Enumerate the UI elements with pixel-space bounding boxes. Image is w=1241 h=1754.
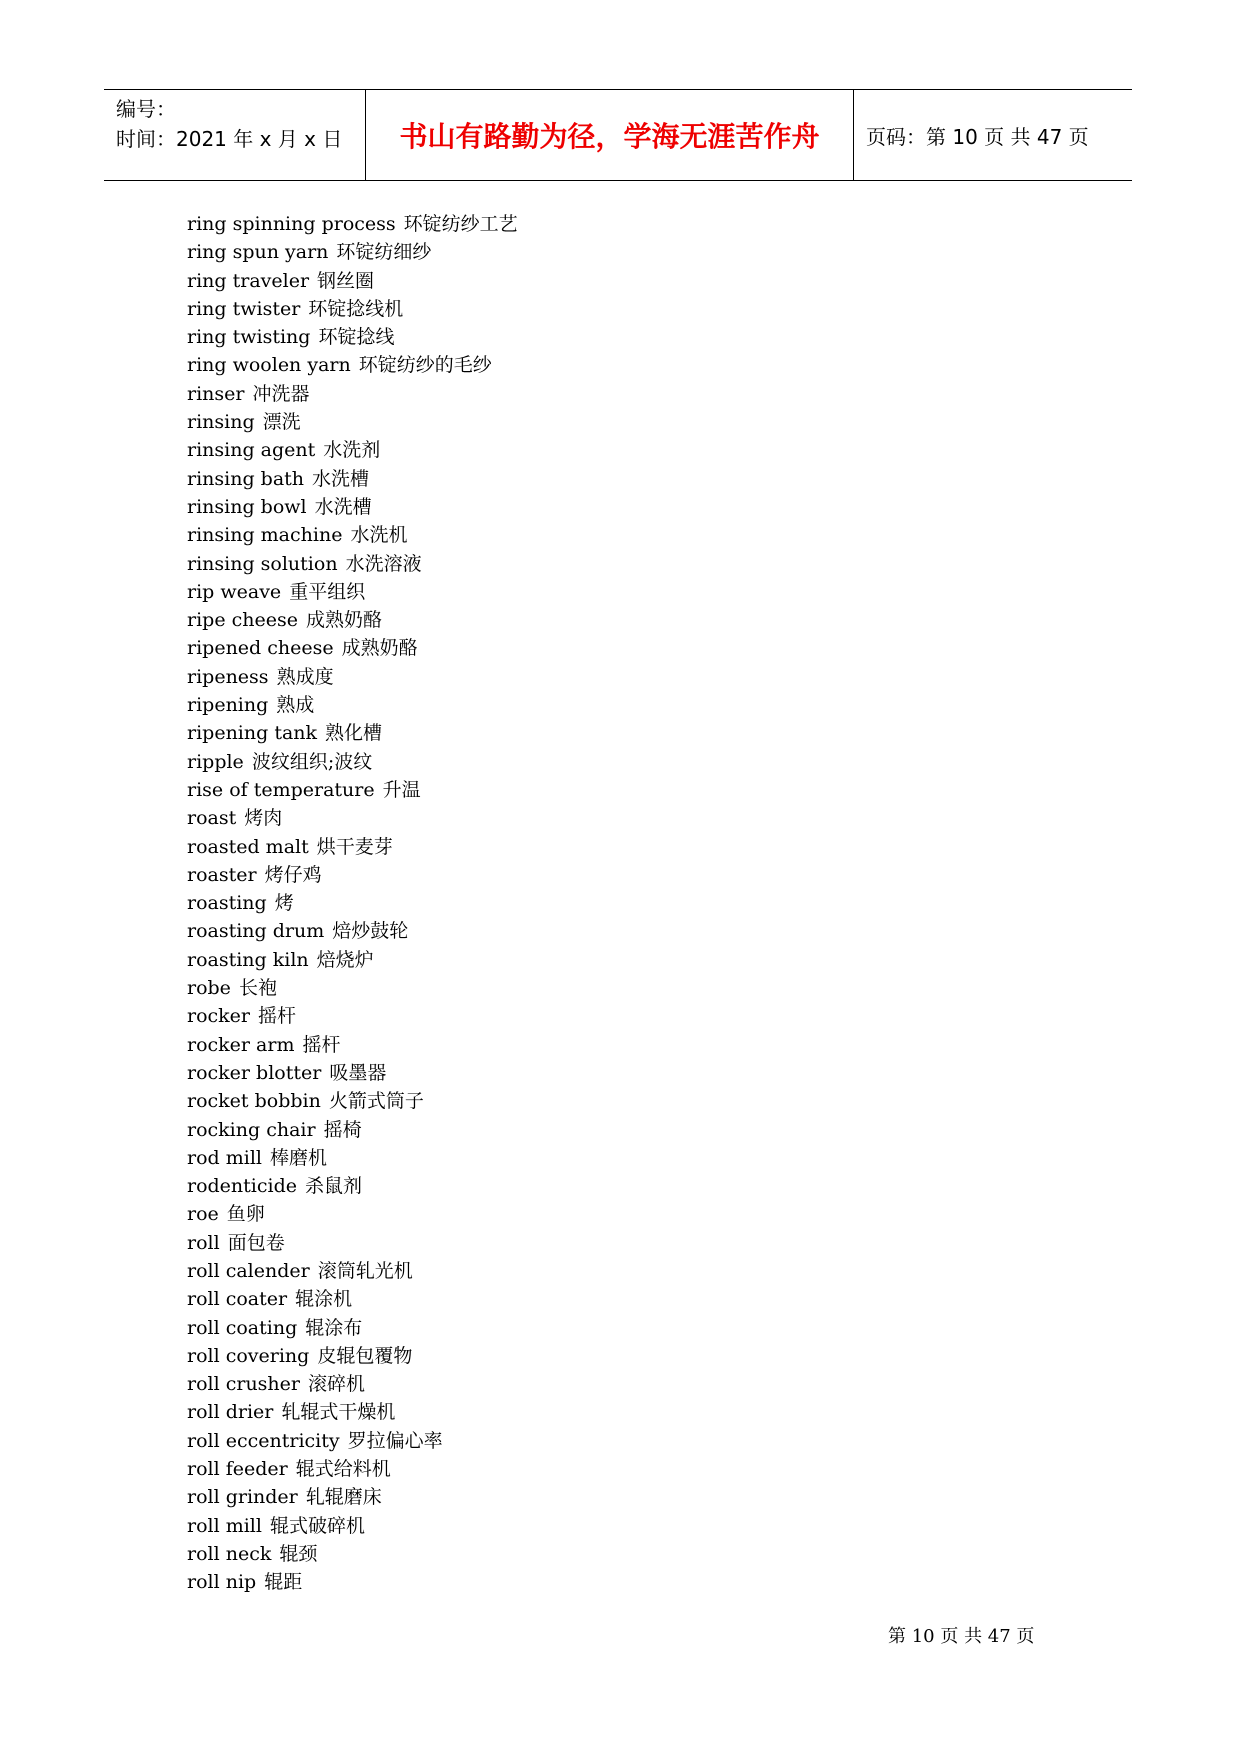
glossary-entry <box>187 1285 518 1313</box>
glossary-entry <box>187 295 518 323</box>
entry-term-zh: 环锭纺纱工艺 <box>403 213 518 235</box>
entry-term-zh: 钢丝圈 <box>317 269 375 292</box>
entry-term-en: ripple <box>187 750 244 773</box>
entry-term-zh: 摇杆 <box>258 1005 297 1028</box>
entry-term-zh: 轧辊磨床 <box>305 1486 382 1509</box>
glossary-entry <box>187 408 518 436</box>
entry-term-en: rinsing agent <box>187 439 316 462</box>
entry-term-zh: 水洗剂 <box>323 439 381 462</box>
entry-term-zh: 滚筒轧光机 <box>317 1259 413 1282</box>
entry-term-zh: 漂洗 <box>262 411 301 434</box>
entry-term-en: ring woolen yarn <box>187 354 351 377</box>
entry-term-en: robe <box>187 977 231 1000</box>
entry-term-en: ring twister <box>187 297 301 320</box>
glossary-entry <box>187 267 518 295</box>
entry-term-en: ring traveler <box>187 269 310 292</box>
header-page-cell <box>854 90 1132 180</box>
number-label: 编号： <box>116 97 176 121</box>
glossary-entry <box>187 1568 518 1596</box>
glossary-entry <box>187 691 518 719</box>
glossary-entry <box>187 521 518 549</box>
glossary-entry <box>187 889 518 917</box>
glossary-list <box>187 210 518 1597</box>
entry-term-en: rinser <box>187 382 245 405</box>
entry-term-zh: 成熟奶酪 <box>305 609 382 632</box>
entry-term-zh: 水洗溶液 <box>345 552 422 575</box>
entry-term-en: rinsing bowl <box>187 495 307 518</box>
glossary-entry <box>187 1002 518 1030</box>
glossary-entry <box>187 917 518 945</box>
entry-term-zh: 水洗槽 <box>314 495 372 518</box>
entry-term-en: rinsing solution <box>187 552 338 575</box>
entry-term-en: ripeness <box>187 665 269 688</box>
entry-term-en: rocker arm <box>187 1033 295 1056</box>
entry-term-en: roll grinder <box>187 1486 298 1509</box>
glossary-entry <box>187 465 518 493</box>
glossary-entry <box>187 1087 518 1115</box>
entry-term-en: roasting <box>187 892 267 915</box>
glossary-entry <box>187 550 518 578</box>
entry-term-zh: 烤肉 <box>244 807 283 830</box>
entry-term-zh: 焙炒鼓轮 <box>332 920 409 943</box>
glossary-entry <box>187 804 518 832</box>
glossary-entry <box>187 1342 518 1370</box>
entry-term-en: ripe cheese <box>187 609 298 632</box>
entry-term-zh: 辊涂布 <box>305 1316 363 1339</box>
entry-term-en: ripening <box>187 694 269 717</box>
entry-term-en: rocking chair <box>187 1118 316 1141</box>
page-footer: 第 10 页 共 47 页 <box>888 1626 1035 1647</box>
entry-term-en: rise of temperature <box>187 778 375 801</box>
glossary-entry <box>187 1031 518 1059</box>
glossary-entry <box>187 861 518 889</box>
entry-term-zh: 辊颈 <box>279 1542 318 1565</box>
entry-term-en: ring spun yarn <box>187 241 329 264</box>
entry-term-en: roll nip <box>187 1571 257 1594</box>
page-code: 页码：第 10 页 共 47 页 <box>866 124 1089 149</box>
entry-term-zh: 环锭纺纱的毛纱 <box>358 354 492 377</box>
entry-term-en: ring spinning process <box>187 213 396 235</box>
entry-term-zh: 熟成度 <box>276 665 334 688</box>
glossary-entry <box>187 323 518 351</box>
entry-term-en: roll coating <box>187 1316 298 1339</box>
entry-term-zh: 熟化槽 <box>325 722 383 745</box>
entry-term-en: rip weave <box>187 580 282 603</box>
entry-term-en: roaster <box>187 863 257 886</box>
entry-term-zh: 辊式给料机 <box>295 1458 391 1481</box>
glossary-entry <box>187 1314 518 1342</box>
entry-term-zh: 吸墨器 <box>329 1061 387 1084</box>
entry-term-zh: 波纹组织;波纹 <box>251 750 373 773</box>
glossary-entry <box>187 1257 518 1285</box>
entry-term-zh: 皮辊包覆物 <box>317 1344 413 1367</box>
entry-term-en: rinsing bath <box>187 467 305 490</box>
glossary-entry <box>187 436 518 464</box>
glossary-entry <box>187 1512 518 1540</box>
glossary-entry <box>187 1427 518 1455</box>
glossary-entry <box>187 1483 518 1511</box>
glossary-entry <box>187 1059 518 1087</box>
entry-term-en: roll covering <box>187 1344 310 1367</box>
entry-term-en: rodenticide <box>187 1175 298 1198</box>
entry-term-zh: 轧辊式干燥机 <box>281 1401 396 1424</box>
glossary-entry <box>187 663 518 691</box>
entry-term-zh: 辊涂机 <box>295 1288 353 1311</box>
glossary-entry <box>187 578 518 606</box>
entry-term-zh: 重平组织 <box>289 580 366 603</box>
entry-term-en: roll mill <box>187 1514 262 1537</box>
entry-term-zh: 摇杆 <box>302 1033 341 1056</box>
entry-term-en: roe <box>187 1203 219 1226</box>
entry-term-zh: 升温 <box>382 778 421 801</box>
entry-term-en: rocket bobbin <box>187 1090 321 1113</box>
entry-term-en: roasting drum <box>187 920 325 943</box>
page-header <box>104 89 1132 181</box>
entry-term-zh: 摇椅 <box>323 1118 362 1141</box>
entry-term-en: roasting kiln <box>187 948 309 971</box>
entry-term-en: roll drier <box>187 1401 274 1424</box>
entry-term-en: roast <box>187 807 237 830</box>
entry-term-zh: 棒磨机 <box>269 1146 327 1169</box>
glossary-entry <box>187 1398 518 1426</box>
entry-term-en: ring twisting <box>187 326 311 349</box>
entry-term-en: roll crusher <box>187 1373 300 1396</box>
entry-term-en: roasted malt <box>187 835 309 858</box>
entry-term-zh: 环锭纺细纱 <box>336 241 432 264</box>
glossary-entry <box>187 833 518 861</box>
entry-term-zh: 烤 <box>274 892 294 915</box>
glossary-entry <box>187 493 518 521</box>
time-label: 时间：2021 年 x 月 x 日 <box>116 127 343 151</box>
glossary-entry <box>187 1540 518 1568</box>
glossary-entry <box>187 380 518 408</box>
glossary-entry <box>187 351 518 379</box>
entry-term-en: rinsing <box>187 411 255 434</box>
entry-term-en: roll feeder <box>187 1458 288 1481</box>
entry-term-zh: 辊式破碎机 <box>269 1514 365 1537</box>
entry-term-zh: 烘干麦芽 <box>316 835 393 858</box>
entry-term-zh: 烤仔鸡 <box>264 863 322 886</box>
glossary-entry <box>187 238 518 266</box>
glossary-entry <box>187 1116 518 1144</box>
glossary-entry <box>187 1144 518 1172</box>
glossary-entry <box>187 1455 518 1483</box>
entry-term-en: rinsing machine <box>187 524 343 547</box>
entry-term-zh: 滚碎机 <box>308 1373 366 1396</box>
glossary-entry <box>187 946 518 974</box>
glossary-entry <box>187 1172 518 1200</box>
entry-term-zh: 成熟奶酪 <box>341 637 418 660</box>
glossary-entry <box>187 634 518 662</box>
header-meta <box>104 90 366 180</box>
entry-term-zh: 环锭捻线 <box>318 326 395 349</box>
glossary-entry <box>187 210 518 238</box>
glossary-entry <box>187 719 518 747</box>
glossary-entry <box>187 1229 518 1257</box>
entry-term-zh: 罗拉偏心率 <box>347 1429 443 1452</box>
header-motto-cell <box>366 90 854 180</box>
entry-term-en: roll calender <box>187 1259 310 1282</box>
glossary-entry <box>187 1370 518 1398</box>
entry-term-zh: 冲洗器 <box>252 382 310 405</box>
entry-term-en: rocker blotter <box>187 1061 322 1084</box>
glossary-entry <box>187 974 518 1002</box>
entry-term-zh: 杀鼠剂 <box>305 1175 363 1198</box>
glossary-entry <box>187 776 518 804</box>
entry-term-zh: 环锭捻线机 <box>308 297 404 320</box>
entry-term-en: roll coater <box>187 1288 288 1311</box>
glossary-entry <box>187 606 518 634</box>
entry-term-zh: 鱼卵 <box>226 1203 265 1226</box>
entry-term-en: rocker <box>187 1005 251 1028</box>
entry-term-zh: 长袍 <box>238 977 277 1000</box>
entry-term-en: rod mill <box>187 1146 262 1169</box>
entry-term-zh: 辊距 <box>264 1571 303 1594</box>
glossary-entry <box>187 1200 518 1228</box>
entry-term-en: roll eccentricity <box>187 1429 340 1452</box>
entry-term-en: ripening tank <box>187 722 318 745</box>
entry-term-zh: 面包卷 <box>227 1231 285 1254</box>
entry-term-zh: 熟成 <box>276 694 315 717</box>
entry-term-zh: 焙烧炉 <box>316 948 374 971</box>
entry-term-zh: 水洗机 <box>350 524 408 547</box>
entry-term-en: roll <box>187 1231 220 1254</box>
entry-term-en: roll neck <box>187 1542 272 1565</box>
entry-term-en: ripened cheese <box>187 637 334 660</box>
entry-term-zh: 火箭式筒子 <box>328 1090 424 1113</box>
motto-text: 书山有路勤为径，学海无涯苦作舟 <box>399 120 820 153</box>
glossary-entry <box>187 748 518 776</box>
entry-term-zh: 水洗槽 <box>312 467 370 490</box>
